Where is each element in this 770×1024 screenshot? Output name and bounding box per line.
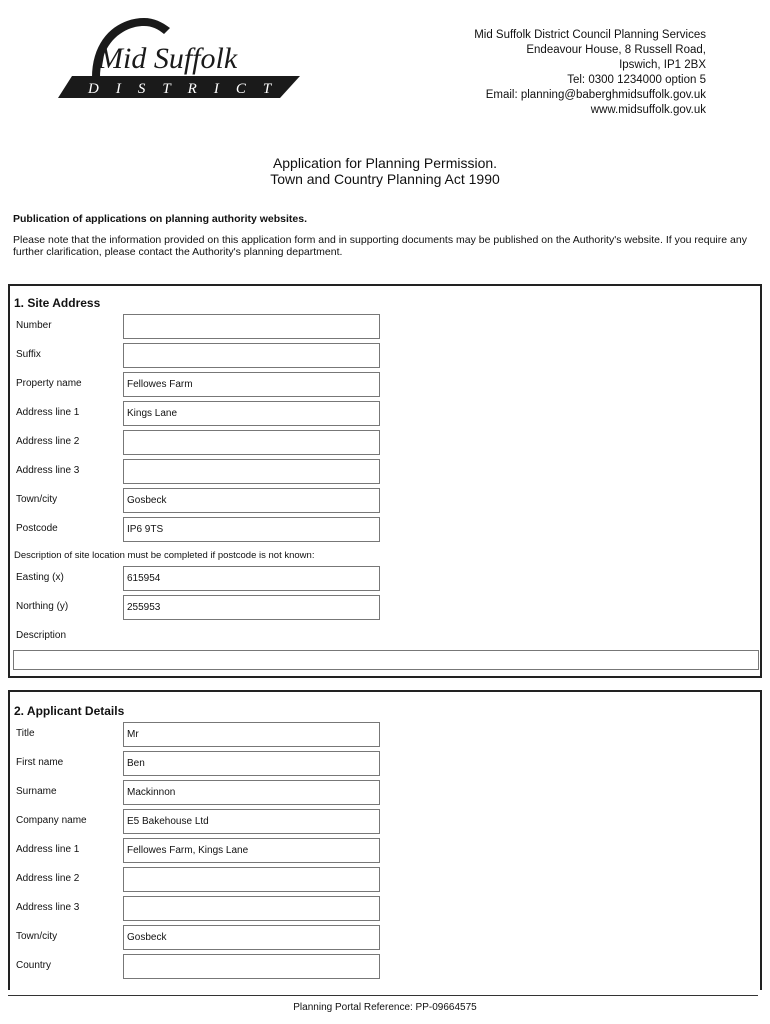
field-label: Address line 2 <box>16 873 80 884</box>
site-easting-input[interactable] <box>123 566 380 591</box>
council-phone: Tel: 0300 1234000 option 5 <box>567 74 706 86</box>
site-town-input[interactable] <box>123 488 380 513</box>
field-label: Number <box>16 320 52 331</box>
field-label: Property name <box>16 378 82 389</box>
document-title <box>0 155 770 187</box>
field-label: Company name <box>16 815 87 826</box>
site-postcode-row <box>10 517 760 542</box>
field-label: Title <box>16 728 35 739</box>
applicant-address-line3-row <box>10 896 760 921</box>
site-suffix-row <box>10 343 760 368</box>
applicant-title-row <box>10 722 760 747</box>
mid-suffolk-logo <box>58 16 300 102</box>
field-label: Northing (y) <box>16 601 69 612</box>
applicant-surname-row <box>10 780 760 805</box>
applicant-address-line2-row <box>10 867 760 892</box>
council-email[interactable]: Email: planning@baberghmidsuffolk.gov.uk <box>485 89 706 101</box>
site-postcode-input[interactable] <box>123 517 380 542</box>
site-description-input[interactable] <box>13 650 759 670</box>
applicant-company-input[interactable] <box>123 809 380 834</box>
footer-reference: Planning Portal Reference: PP-09664575 <box>293 1002 477 1013</box>
field-label: Address line 2 <box>16 436 80 447</box>
council-name: Mid Suffolk District Council Planning Services <box>474 29 706 41</box>
site-northing-input[interactable] <box>123 595 380 620</box>
council-street: Endeavour House, 8 Russell Road, <box>526 44 706 56</box>
applicant-country-input[interactable] <box>123 954 380 979</box>
council-address <box>474 28 706 118</box>
site-number-row <box>10 314 760 339</box>
applicant-address-line1-input[interactable] <box>123 838 380 863</box>
site-address-line1-row <box>10 401 760 426</box>
council-website[interactable]: www.midsuffolk.gov.uk <box>590 104 706 116</box>
footer-divider <box>8 995 758 996</box>
site-property-name-input[interactable] <box>123 372 380 397</box>
field-label: Easting (x) <box>16 572 64 583</box>
site-suffix-input[interactable] <box>123 343 380 368</box>
site-property-name-row <box>10 372 760 397</box>
field-label: Address line 1 <box>16 844 80 855</box>
publication-text: Please note that the information provided on this application form and in supporting documents may be published on the Authority's website. If you require any further clarification, please contact the Authority's planning department. <box>13 234 747 258</box>
site-location-note: Description of site location must be completed if postcode is not known: <box>14 550 315 561</box>
logo-text-line1: Mid Suffolk <box>98 42 238 75</box>
applicant-surname-input[interactable] <box>123 780 380 805</box>
logo-text-line2: DISTRICT <box>88 81 289 97</box>
applicant-address-line2-input[interactable] <box>123 867 380 892</box>
applicant-address-line1-row <box>10 838 760 863</box>
field-label: Country <box>16 960 52 971</box>
site-address-section <box>8 284 762 678</box>
site-town-row <box>10 488 760 513</box>
field-label: Address line 1 <box>16 407 80 418</box>
field-label: Postcode <box>16 523 58 534</box>
site-address-line3-row <box>10 459 760 484</box>
applicant-town-input[interactable] <box>123 925 380 950</box>
field-label: Town/city <box>16 931 58 942</box>
site-address-line2-input[interactable] <box>123 430 380 455</box>
field-label: Address line 3 <box>16 902 80 913</box>
applicant-title-input[interactable] <box>123 722 380 747</box>
council-city: Ipswich, IP1 2BX <box>619 59 706 71</box>
field-label: Suffix <box>16 349 41 360</box>
applicant-company-row <box>10 809 760 834</box>
site-address-line2-row <box>10 430 760 455</box>
site-address-line3-input[interactable] <box>123 459 380 484</box>
applicant-address-line3-input[interactable] <box>123 896 380 921</box>
site-description-label: Description <box>16 630 67 641</box>
applicant-country-row <box>10 954 760 979</box>
site-easting-row <box>10 566 760 591</box>
site-northing-row <box>10 595 760 620</box>
field-label: Town/city <box>16 494 58 505</box>
applicant-details-section <box>8 690 762 990</box>
site-address-title: 1. Site Address <box>14 296 101 310</box>
site-number-input[interactable] <box>123 314 380 339</box>
field-label: First name <box>16 757 64 768</box>
document-title-line1: Application for Planning Permission. <box>272 155 498 171</box>
applicant-first-name-input[interactable] <box>123 751 380 776</box>
applicant-details-title: 2. Applicant Details <box>14 704 125 718</box>
applicant-town-row <box>10 925 760 950</box>
site-address-line1-input[interactable] <box>123 401 380 426</box>
document-title-line2: Town and Country Planning Act 1990 <box>270 171 500 187</box>
publication-heading: Publication of applications on planning authority websites. <box>13 213 308 225</box>
field-label: Address line 3 <box>16 465 80 476</box>
field-label: Surname <box>16 786 57 797</box>
applicant-first-name-row <box>10 751 760 776</box>
